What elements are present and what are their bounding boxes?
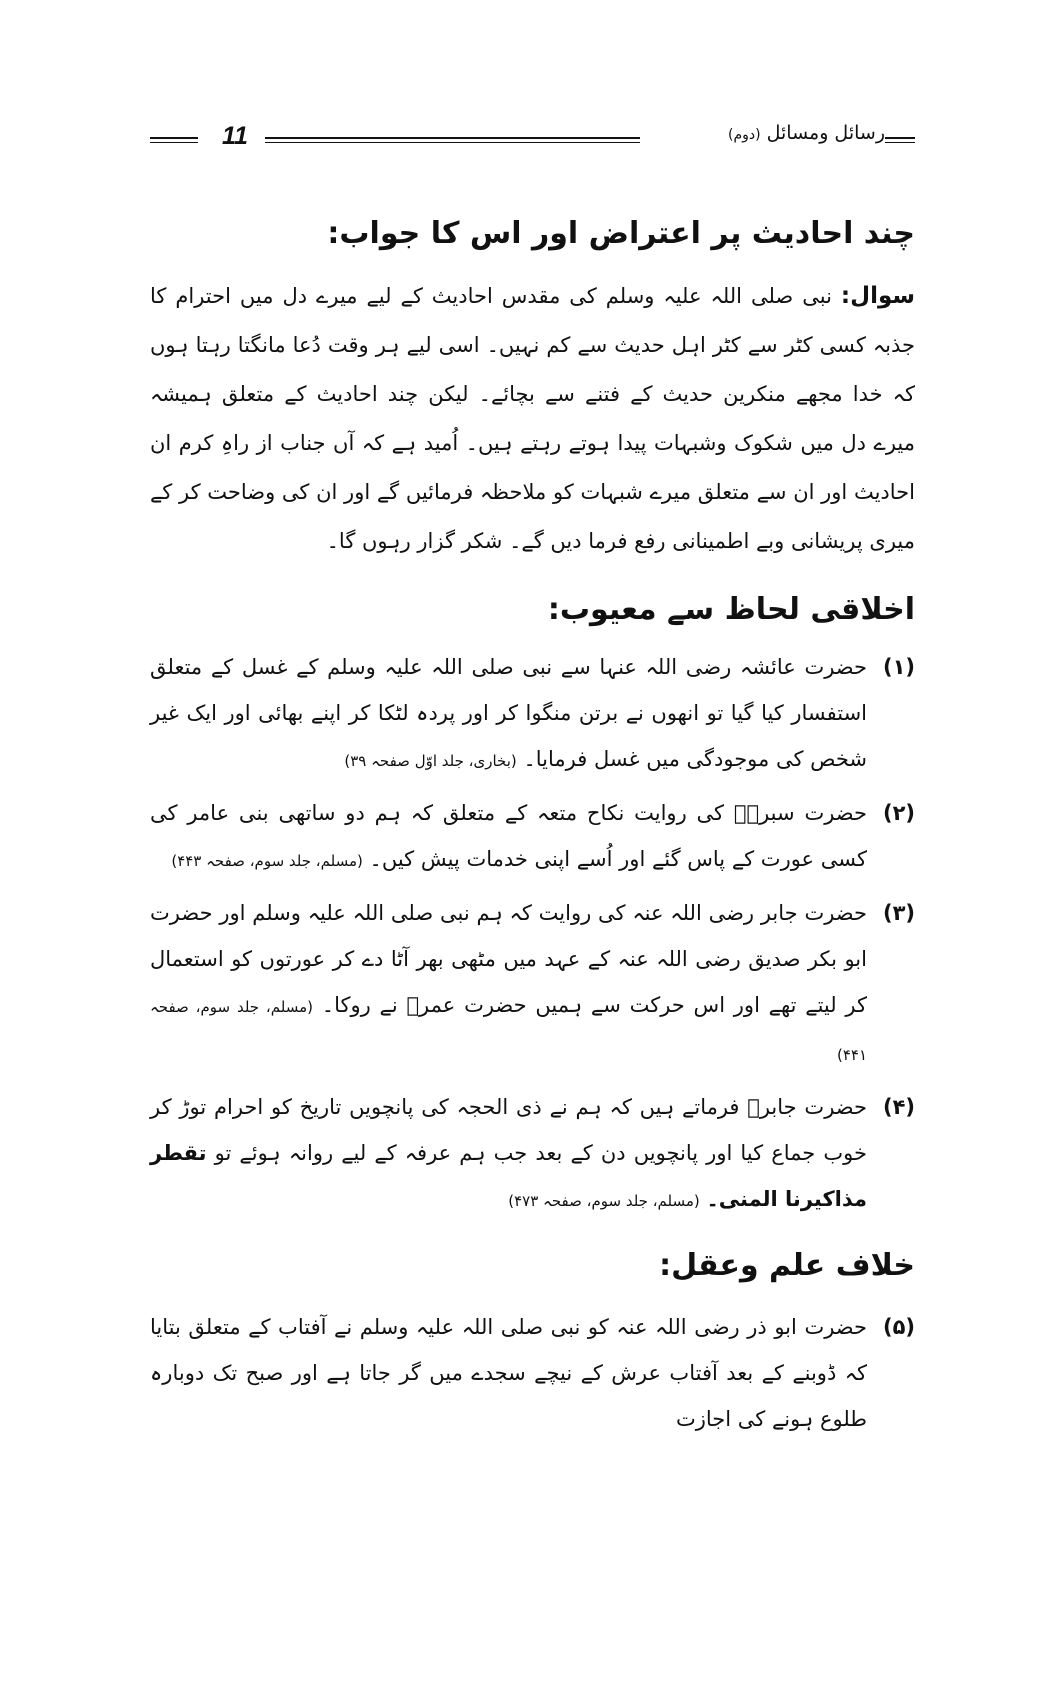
item-text: حضرت عائشہ رضی اللہ عنہا سے نبی صلی اللہ علیہ وسلم کے غسل کے متعلق استفسار کیا گیا تو انھوں نے برتن منگوا کر اور پردہ لٹکا کر اپنے بھائی اور ایک غیر شخص کی موجودگی میں غسل فرمایا۔ (150, 655, 867, 771)
page-number: 11 (222, 122, 248, 150)
item-citation: (بخاری، جلد اوّل صفحہ ۳۹) (344, 752, 517, 770)
item-citation: (مسلم، جلد سوم، صفحہ ۴۷۳) (508, 1192, 700, 1210)
list-item (150, 644, 915, 784)
item-text: حضرت جابرؓ فرماتے ہیں کہ ہم نے ذی الحجہ کی پانچویں تاریخ کو احرام توڑ کر خوب جماع کیا اور پانچویں دن کے بعد جب ہم عرفہ کے لیے روانہ ہوئے تو (150, 1095, 867, 1165)
item-number: (۳) (882, 901, 915, 925)
running-header (150, 118, 915, 158)
item-text: حضرت سبرہؓ کی روایت نکاح متعہ کے متعلق کہ ہم دو ساتھی بنی عامر کی کسی عورت کے پاس گئے اور اُسے اپنی خدمات پیش کیں۔ (150, 801, 867, 871)
header-rule-left (150, 137, 198, 143)
list-item (150, 890, 915, 1078)
list-item (150, 1304, 915, 1442)
section-heading-knowledge: خلاف علم وعقل: (659, 1248, 915, 1283)
item-text: حضرت جابر رضی اللہ عنہ کی روایت کہ ہم نبی صلی اللہ علیہ وسلم اور حضرت ابو بکر صدیق رضی اللہ عنہ کے عہد میں مٹھی بھر آٹا دے کر عورتوں کو استعمال کر لیتے تھے اور اس حرکت سے ہمیں حضرت عمرؓ نے روکا۔ (150, 901, 868, 1017)
book-title: رسائل ومسائل (766, 122, 885, 144)
question-text: نبی صلی اللہ علیہ وسلم کی مقدس احادیث کے لیے میرے دل میں احترام کا جذبہ کسی کٹر سے کٹر اہل حدیث سے کم نہیں۔ اسی لیے ہر وقت دُعا مانگتا رہتا ہوں کہ خدا مجھے منکرین حدیث کے فتنے سے بچائے۔ لیکن چند احادیث کے متعلق ہمیشہ میرے دل میں شکوک وشبہات پیدا ہوتے رہتے ہیں۔ اُمید ہے کہ آں جناب از راہِ کرم ان احادیث اور ان سے متعلق میرے شبہات کو ملاحظہ فرمائیں گے اور ان کی وضاحت کر کے میری پریشانی وبے اطمینانی رفع فرما دیں گے۔ شکر گزار رہوں گا۔ (150, 284, 915, 553)
item-number: (۵) (882, 1315, 915, 1339)
item-citation: (مسلم، جلد سوم، صفحہ ۴۴۳) (171, 852, 363, 870)
section-heading-objections: چند احادیث پر اعتراض اور اس کا جواب: (327, 216, 915, 251)
item-citation: (مسلم، جلد سوم، صفحہ ۴۴۱) (150, 998, 867, 1064)
item-number: (۲) (882, 801, 915, 825)
item-number: (۴) (882, 1095, 915, 1119)
header-rule-middle (265, 137, 640, 143)
item-text: حضرت ابو ذر رضی اللہ عنہ کو نبی صلی اللہ علیہ وسلم نے آفتاب کے متعلق بتایا کہ ڈوبنے کے بعد آفتاب عرش کے نیچے سجدے میں گر جاتا ہے اور صبح تک دوبارہ طلوع ہونے کی اجازت (150, 1315, 867, 1431)
running-title (645, 122, 885, 144)
question-paragraph (150, 272, 915, 566)
page-content (150, 210, 915, 1448)
header-rule-right (885, 137, 915, 143)
question-label: سوال: (840, 283, 915, 309)
item-bold-text: تقطر مذاکیرنا المنی۔ (150, 1141, 867, 1211)
section-heading-moral: اخلاقی لحاظ سے معیوب: (547, 592, 915, 627)
list-item (150, 1084, 915, 1224)
list-item (150, 790, 915, 884)
item-number: (۱) (882, 655, 915, 679)
volume-label: (دوم) (727, 127, 761, 143)
